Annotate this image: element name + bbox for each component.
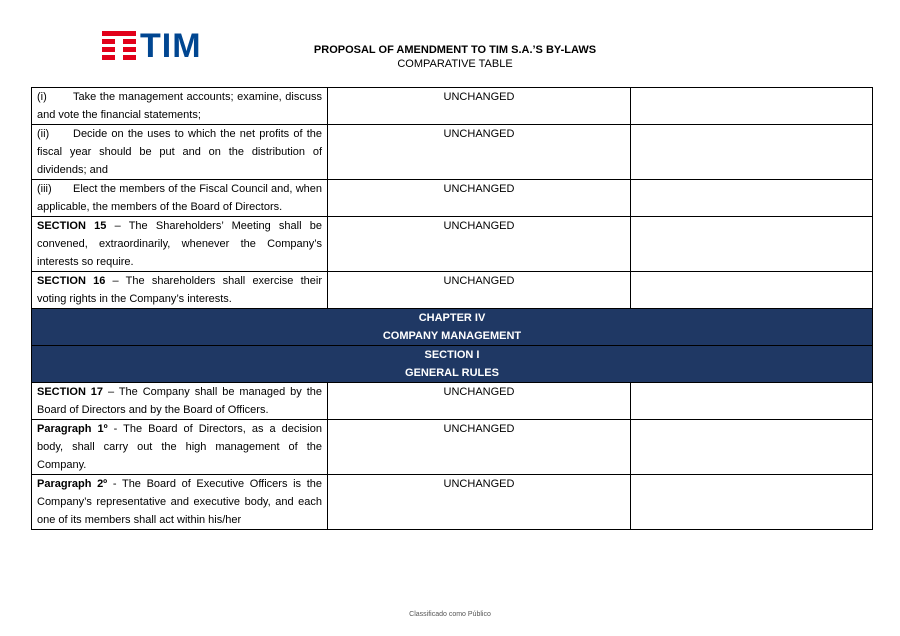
item-text: – The Shareholders’ Meeting shall be convened, extraordinarily, whenever the Company’s interests so require. bbox=[37, 220, 323, 268]
current-text-cell bbox=[32, 420, 328, 475]
chapter-band bbox=[32, 309, 873, 346]
paragraph-lead: Paragraph 2º bbox=[37, 478, 108, 490]
proposal-cell: UNCHANGED bbox=[328, 383, 631, 420]
item-text: Take the management accounts; examine, discuss and vote the financial statements; bbox=[37, 91, 322, 121]
comparative-table bbox=[31, 87, 873, 530]
justification-cell bbox=[631, 272, 873, 309]
current-text-cell bbox=[32, 180, 328, 217]
document-title: PROPOSAL OF AMENDMENT TO TIM S.A.’S BY-LAWS bbox=[313, 44, 597, 56]
proposal-cell: UNCHANGED bbox=[328, 272, 631, 309]
chapter-number: CHAPTER IV bbox=[418, 312, 486, 324]
item-text: – The shareholders shall exercise their voting rights in the Company’s interests. bbox=[37, 275, 322, 305]
table-row bbox=[32, 383, 873, 420]
proposal-cell: UNCHANGED bbox=[328, 420, 631, 475]
classification-footer: Classificado como Público bbox=[409, 611, 491, 618]
section-number: SECTION I bbox=[424, 349, 480, 361]
section-title: GENERAL RULES bbox=[405, 367, 499, 379]
section-lead: SECTION 17 bbox=[37, 386, 104, 398]
table-row bbox=[32, 125, 873, 180]
chapter-band-row bbox=[32, 309, 873, 346]
document-subtitle: COMPARATIVE TABLE bbox=[397, 58, 513, 70]
section-lead: SECTION 16 bbox=[37, 275, 106, 287]
table-row bbox=[32, 420, 873, 475]
item-number: (iii) bbox=[37, 183, 52, 195]
section-lead: SECTION 15 bbox=[37, 220, 107, 232]
justification-cell bbox=[631, 475, 873, 530]
table-row bbox=[32, 217, 873, 272]
table-row bbox=[32, 88, 873, 125]
justification-cell bbox=[631, 383, 873, 420]
item-text: - The Board of Directors, as a decision body, shall carry out the high management of the Company. bbox=[37, 423, 322, 471]
item-number: (i) bbox=[37, 91, 47, 103]
justification-cell bbox=[631, 88, 873, 125]
tim-stripes-icon bbox=[102, 31, 136, 61]
justification-cell bbox=[631, 217, 873, 272]
proposal-cell: UNCHANGED bbox=[328, 125, 631, 180]
section-band bbox=[32, 346, 873, 383]
paragraph-lead: Paragraph 1º bbox=[37, 423, 108, 435]
proposal-cell: UNCHANGED bbox=[328, 88, 631, 125]
table-row bbox=[32, 180, 873, 217]
justification-cell bbox=[631, 180, 873, 217]
current-text-cell bbox=[32, 475, 328, 530]
logo-text: TIM bbox=[140, 27, 202, 65]
current-text-cell bbox=[32, 383, 328, 420]
current-text-cell bbox=[32, 272, 328, 309]
table-row bbox=[32, 475, 873, 530]
document-header bbox=[250, 43, 660, 71]
current-text-cell bbox=[32, 125, 328, 180]
current-text-cell bbox=[32, 217, 328, 272]
justification-cell bbox=[631, 420, 873, 475]
proposal-cell: UNCHANGED bbox=[328, 217, 631, 272]
table-row bbox=[32, 272, 873, 309]
item-number: (ii) bbox=[37, 128, 50, 140]
item-text: Elect the members of the Fiscal Council and, when applicable, the members of the Board of Directors. bbox=[37, 183, 322, 213]
item-text: - The Board of Executive Officers is the Company’s representative and executive body, and each one of its members shall act within his/her bbox=[37, 478, 322, 526]
current-text-cell bbox=[32, 88, 328, 125]
chapter-title: COMPANY MANAGEMENT bbox=[382, 330, 522, 342]
section-band-row bbox=[32, 346, 873, 383]
proposal-cell: UNCHANGED bbox=[328, 180, 631, 217]
item-text: Decide on the uses to which the net profits of the fiscal year should be put and on the distribution of dividends; and bbox=[37, 128, 322, 176]
tim-logo bbox=[102, 27, 202, 65]
justification-cell bbox=[631, 125, 873, 180]
proposal-cell: UNCHANGED bbox=[328, 475, 631, 530]
item-text: – The Company shall be managed by the Board of Directors and by the Board of Officers. bbox=[37, 386, 323, 416]
